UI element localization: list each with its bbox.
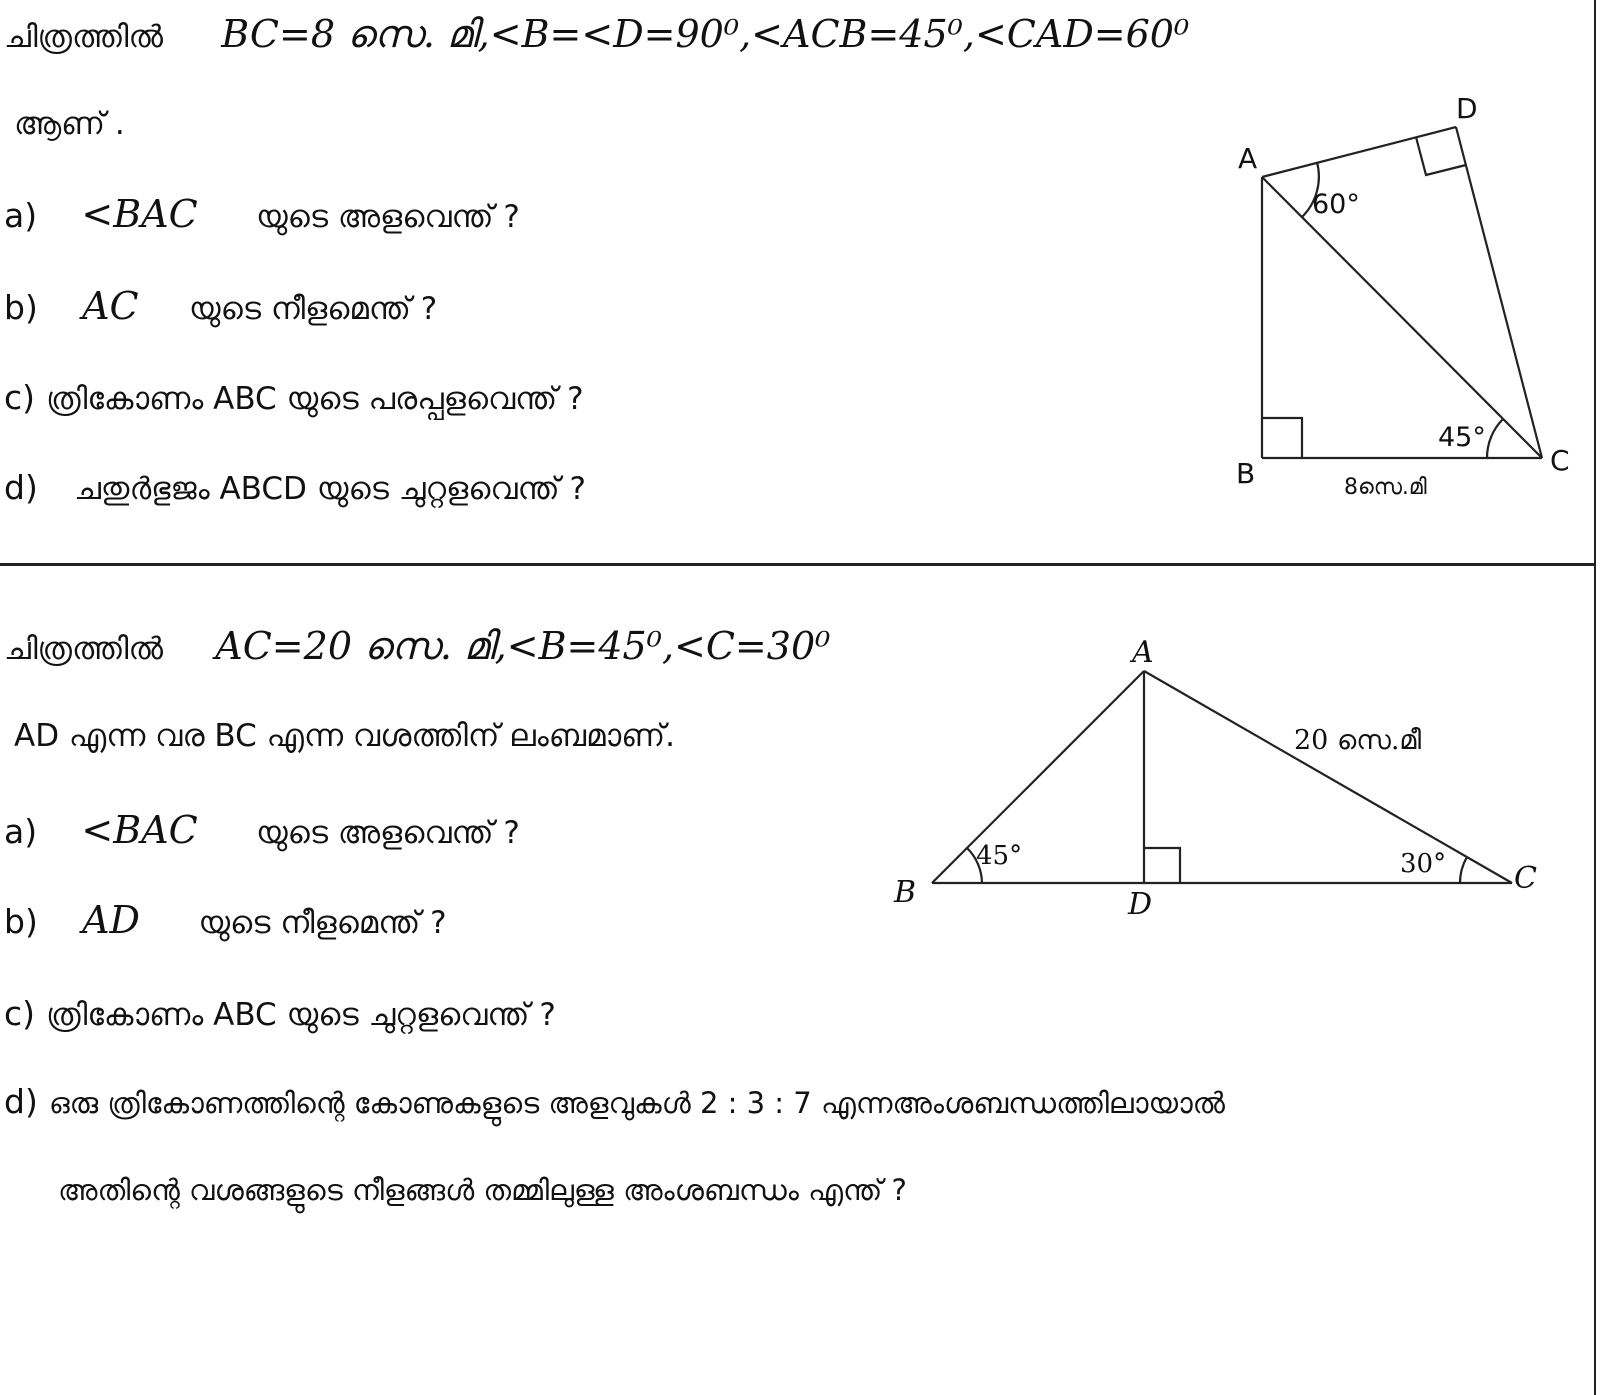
q1-side-bc-label: 8സെ.മി	[1344, 475, 1427, 500]
q2-right-angle-d	[1144, 848, 1180, 883]
q1-part-d-label: d)	[4, 468, 38, 507]
q2-part-d-text: ഒരു ത്രികോണത്തിന്റെ കോണുകളുടെ അളവുകൾ 2 : 3 : 7 എന്നഅംശബന്ധത്തിലായാൽ	[48, 1086, 1225, 1120]
q1-label-d: D	[1456, 92, 1478, 125]
q1-given: BC=8 സെ. മി,<B=<D=90⁰,<ACB=45⁰,<CAD=60⁰	[221, 12, 1190, 56]
q1-part-a-text: യുടെ അളവെന്ത് ?	[255, 199, 520, 235]
q1-part-b-text: യുടെ നീളമെന്ത് ?	[188, 291, 438, 327]
q2-label-c: C	[1514, 861, 1537, 896]
q1-part-c-label: c)	[4, 378, 36, 417]
q2-part-b-math: AD	[82, 898, 141, 942]
q2-label-b: B	[894, 875, 917, 910]
q2-part-b-text: യുടെ നീളമെന്ത് ?	[198, 905, 447, 941]
q2-given: AC=20 സെ. മി,<B=45⁰,<C=30⁰	[215, 624, 831, 668]
q1-part-d-text: ചതുർഭുജം ABCD യുടെ ചുറ്റളവെന്ത് ?	[74, 471, 586, 507]
q1-part-b-label: b)	[4, 288, 38, 327]
q1-part-b-math: AC	[82, 284, 139, 328]
q1-intro-word: ചിത്രത്തിൽ	[4, 19, 163, 55]
q2-angle-arc-c	[1460, 857, 1467, 883]
q2-side-ac-label: 20 സെ.മീ	[1294, 725, 1422, 756]
q2-label-a: A	[1132, 635, 1154, 670]
q1-angle-45-label: 45°	[1438, 422, 1486, 453]
q2-intro-2: AD എന്ന വര BC എന്ന വശത്തിന് ലംബമാണ്.	[14, 718, 675, 754]
q2-side-ab	[932, 671, 1144, 883]
q1-intro-end: ആണ് .	[14, 106, 125, 142]
q2-part-c-text: ത്രികോണം ABC യുടെ ചുറ്റളവെന്ത് ?	[46, 997, 556, 1033]
q2-intro-word: ചിത്രത്തിൽ	[4, 631, 163, 667]
q1-angle-60-label: 60°	[1312, 189, 1360, 220]
q2-part-a-math: <BAC	[81, 808, 198, 852]
q1-part-c-text: ത്രികോണം ABC യുടെ പരപ്പളവെന്ത് ?	[46, 381, 584, 417]
q2-angle-30-label: 30°	[1400, 849, 1447, 879]
q2-part-b-label: b)	[4, 902, 38, 941]
q1-part-a-label: a)	[4, 196, 38, 235]
q2-part-a-label: a)	[4, 812, 38, 851]
q2-label-d: D	[1128, 887, 1153, 922]
q2-angle-45-label: 45°	[976, 841, 1023, 871]
q1-part-a-math: <BAC	[81, 192, 198, 236]
q2-part-a-text: യുടെ അളവെന്ത് ?	[255, 815, 520, 851]
q2-part-d-label: d)	[4, 1082, 38, 1121]
q1-label-a: A	[1238, 142, 1258, 175]
q1-label-b: B	[1236, 457, 1256, 490]
q2-part-c-label: c)	[4, 994, 36, 1033]
q2-part-d-continued: അതിന്റെ വശങ്ങളുടെ നീളങ്ങൾ തമ്മിലുള്ള അംശബന്ധം എന്ത് ?	[58, 1173, 907, 1207]
q2-side-ac	[1144, 671, 1512, 883]
q1-label-c: C	[1550, 444, 1570, 477]
